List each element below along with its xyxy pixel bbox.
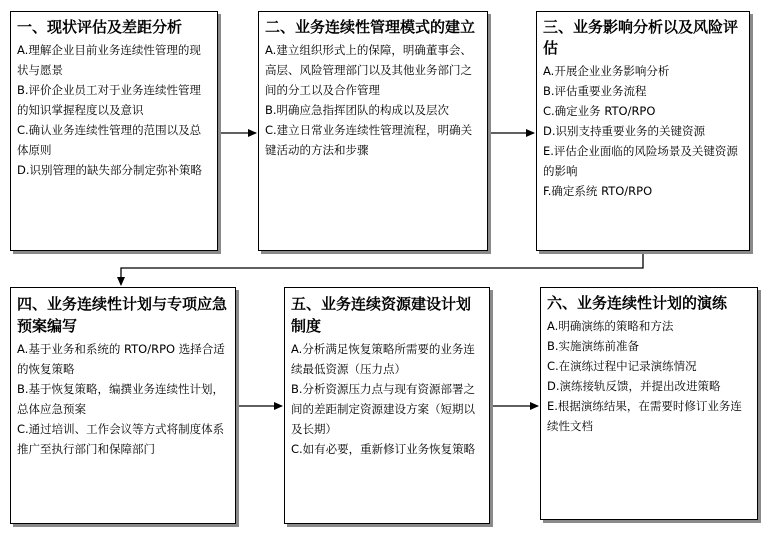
step-title: 五、业务连续资源建设计划制度 (291, 295, 472, 335)
step-box-4 (10, 287, 236, 524)
step-item: B.分析资源压力点与现有资源部署之间的差距制定资源建设方案（短期以及长期） (291, 382, 476, 436)
step-item: A.开展企业业务影响分析 (543, 64, 670, 78)
step-item: C.确认业务连续性管理的范围以及总体原则 (17, 123, 202, 157)
step-item: B.实施演练前准备 (547, 339, 640, 353)
step-box-3 (536, 11, 750, 251)
step-item: B.明确应急指挥团队的构成以及层次 (265, 103, 450, 117)
step-item: C.确定业务 RTO/RPO (543, 104, 656, 118)
step-box-1 (10, 11, 218, 251)
step-item: F.确定系统 RTO/RPO (543, 184, 653, 198)
step-item: A.明确演练的策略和方法 (547, 319, 674, 333)
step-item: A.理解企业目前业务连续性管理的现状与愿景 (17, 43, 201, 77)
step-item: C.在演练过程中记录演练情况 (547, 359, 697, 373)
step-item: D.演练接轨反馈，并提出改进策略 (547, 379, 721, 393)
step-box-2 (258, 11, 488, 251)
step-title: 六、业务连续性计划的演练 (547, 294, 728, 312)
step-item: A.建立组织形式上的保障，明确董事会、高层、风险管理部门以及其他业务部门之间的分工以及合作管理 (265, 43, 472, 97)
arrow-step3-to-step4 (121, 254, 643, 285)
step-item: C.建立日常业务连续性管理流程，明确关键活动的方法和步骤 (265, 123, 473, 157)
step-item: B.评价企业员工对于业务连续性管理的知识掌握程度以及意识 (17, 83, 202, 117)
step-item: E.根据演练结果，在需要时修订业务连续性文档 (547, 399, 742, 433)
step-item: E.评估企业面临的风险场景及关键资源的影响 (543, 144, 738, 178)
step-box-5 (284, 287, 490, 524)
step-title: 三、业务影响分析以及风险评估 (543, 18, 739, 57)
step-item: B.基于恢复策略，编撰业务连续性计划，总体应急预案 (17, 382, 225, 416)
step-item: C.通过培训、工作会议等方式将制度体系推广至执行部门和保障部门 (17, 422, 225, 456)
step-item: A.分析满足恢复策略所需要的业务连续最低资源（压力点） (291, 342, 475, 376)
step-item: B.评估重要业务流程 (543, 84, 647, 98)
step-title: 二、业务连续性管理模式的建立 (265, 18, 476, 36)
step-box-6 (540, 287, 758, 520)
step-title: 一、现状评估及差距分析 (17, 18, 183, 36)
step-title: 四、业务连续性计划与专项应急预案编写 (17, 295, 228, 335)
step-item: C.如有必要，重新修订业务恢复策略 (291, 442, 476, 456)
step-item: A.基于业务和系统的 RTO/RPO 选择合适的恢复策略 (17, 342, 225, 376)
step-item: D.识别支持重要业务的关键资源 (543, 124, 706, 138)
step-item: D.识别管理的缺失部分制定弥补策略 (17, 163, 203, 177)
